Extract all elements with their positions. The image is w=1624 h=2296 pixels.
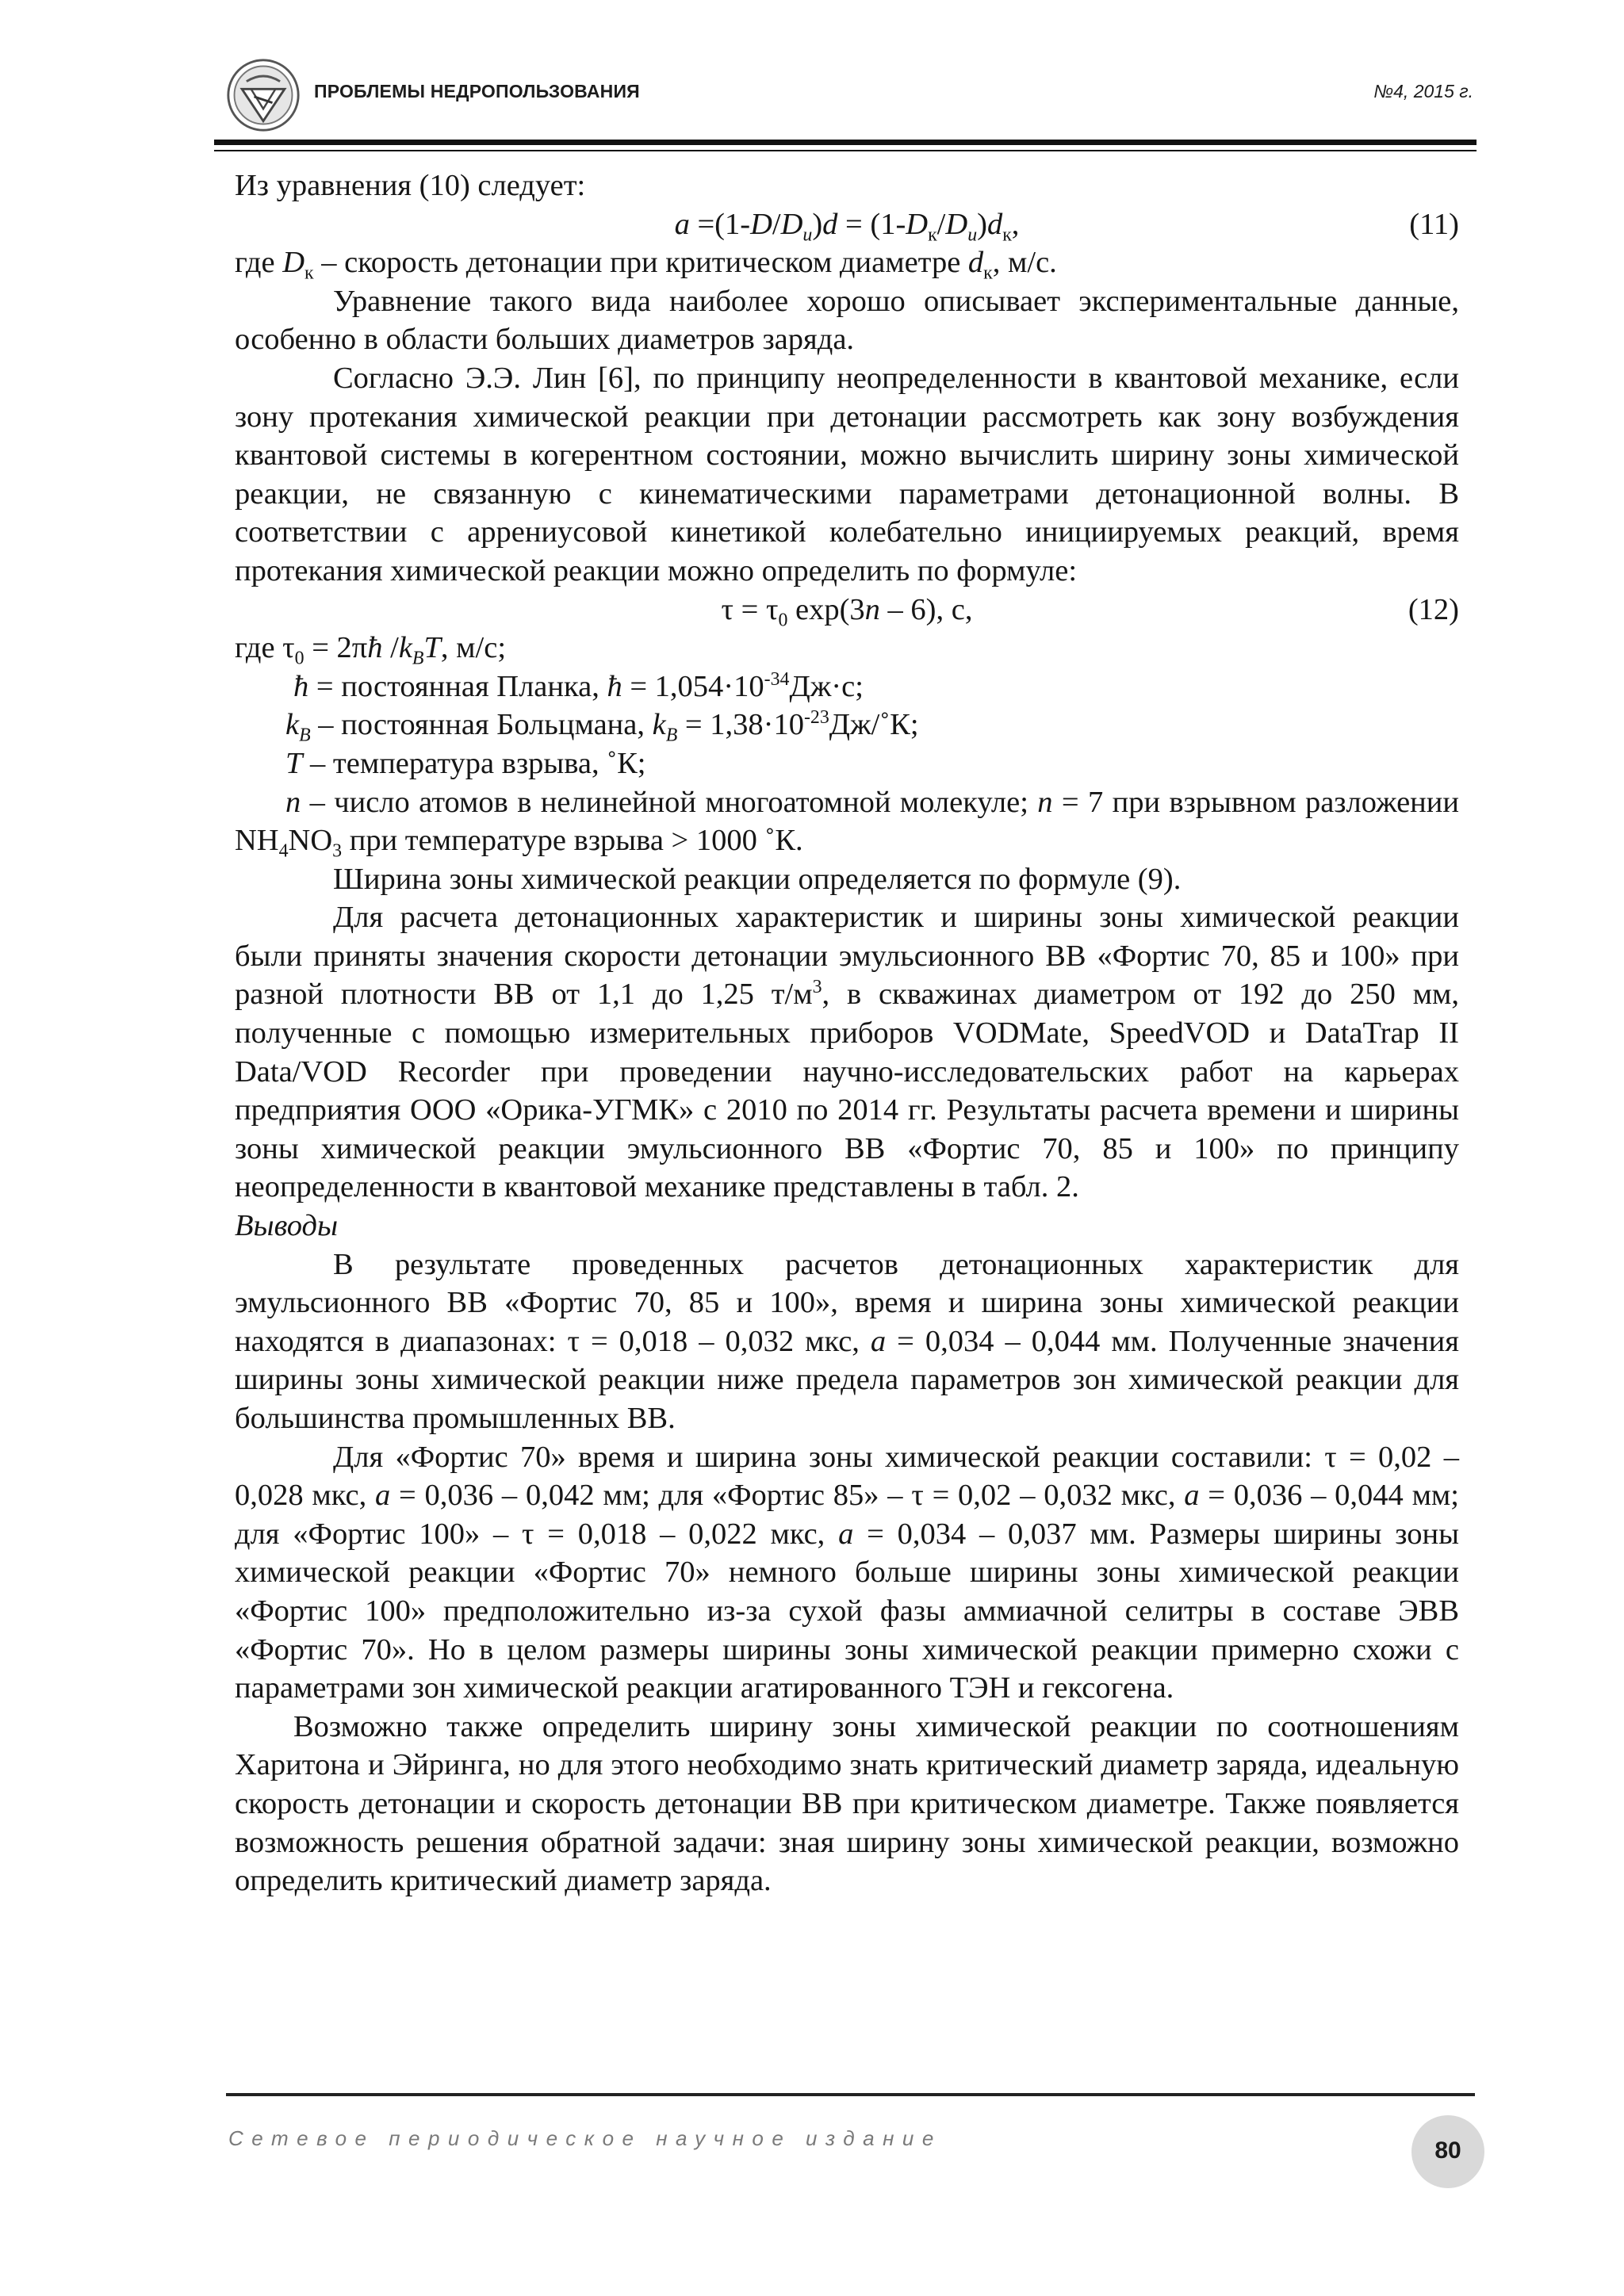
header-rule xyxy=(214,140,1477,145)
paragraph-result: В результате проведенных расчетов детонационных характеристик для эмульсионного ВВ «Фортис 70, 85 и 100», время и ширина зоны химической реакции находятся в диапазонах: τ = 0,018 – 0,032 мкс, a = 0,034 – 0,044 мм. Полученные значения ширины зоны химической реакции ниже предела параметров зон химической реакции для большинства промышленных ВВ. xyxy=(235,1247,1459,1435)
intro-text: Из уравнения (10) следует: xyxy=(235,169,586,202)
footer-rule xyxy=(226,2093,1475,2096)
paragraph-equation-fit: Уравнение такого вида наиболее хорошо описывает экспериментальные данные, особенно в области больших диаметров заряда. xyxy=(235,284,1459,357)
definition-boltzmann: $k_B$ – постоянная Больцмана, $k_B$ = $1,38\cdot 10^{-23}Дж/˚К$; xyxy=(285,707,919,746)
article-body xyxy=(235,166,1459,1900)
equation-12 xyxy=(235,591,1459,629)
page-header xyxy=(220,55,1473,143)
issue-number: №4, 2015 г. xyxy=(1373,81,1473,101)
paragraph-width-formula: Ширина зоны химической реакции определяется по формуле (9). xyxy=(333,862,1182,896)
equation-12-number: (12) xyxy=(1408,592,1459,626)
paragraph-calculation: Для расчета детонационных характеристик и ширины зоны химической реакции были приняты значения скорости детонации эмульсионного ВВ «Фортис 70, 85 и 100» при разной плотности ВВ от 1,1 до 1,25 $т/м^3$, в скважинах диаметром от 192 до 250 мм, полученные с помощью измерительных приборов VODMate, SpeedVOD и DataTrap II Data/VOD Recorder при проведении научно-исследовательских работ на карьерах предприятия ООО «Орика-УГМК» с 2010 по 2014 гг. Результаты расчета времени и ширины зоны химической реакции эмульсионного ВВ «Фортис 70, 85 и 100» по принципу неопределенности в квантовой механике представлены в табл. 2. xyxy=(235,901,1459,1204)
journal-logo-icon xyxy=(225,57,301,133)
page-number: 80 xyxy=(1434,2137,1461,2164)
paragraph-lin: Согласно Э.Э. Лин [6], по принципу неопределенности в квантовой механике, если зону протекания химической реакции при детонации рассмотреть как зону возбуждения квантовой системы в когерентном состоянии, можно вычислить ширину зоны химической реакции, не связанную с кинематическими параметрами детонационной волны. В соответствии с аррениусовой кинетикой колебательно инициируемых реакций, время протекания химической реакции можно определить по формуле: xyxy=(235,361,1459,587)
equation-11-expression: $a =(1-D/D_u)d = (1-D_к/D_u)d_к$, xyxy=(674,207,1020,246)
definition-planck: ħ = постоянная Планка, ħ = $1,054\cdot 10^{-34}Дж\cdot с$; xyxy=(293,668,864,703)
section-title: Выводы xyxy=(235,1209,339,1243)
page-number-badge xyxy=(1411,2115,1484,2188)
header-rule-thin xyxy=(214,150,1477,151)
equation-12-expression: $\tau = \tau_0$ exp(3n – 6), с, xyxy=(721,592,973,631)
definition-tau0: где $\tau_0$ = 2πħ $/k_BT$, м/с; xyxy=(235,631,507,669)
equation-11 xyxy=(235,205,1459,244)
footer-text: Сетевое периодическое научное издание xyxy=(228,2126,942,2150)
definition-dk: где $D_к$ – скорость детонации при критическом диаметре $d_к$, м/с. xyxy=(235,246,1057,284)
journal-title: ПРОБЛЕМЫ НЕДРОПОЛЬЗОВАНИЯ xyxy=(314,81,640,101)
definition-atoms: n – число атомов в нелинейной многоатомной молекуле; n = 7 при взрывном разложении $NH_4NO_3$ при температуре взрыва > 1000 ˚К. xyxy=(235,785,1459,862)
paragraph-khariton: Возможно также определить ширину зоны химической реакции по соотношениям Харитона и Эйринга, но для этого необходимо знать критический диаметр заряда, идеальную скорость детонации и скорость детонации ВВ при критическом диаметре. Также появляется возможность решения обратной задачи: зная ширину зоны химической реакции, возможно определить критический диаметр заряда. xyxy=(235,1709,1459,1898)
paragraph-fortis: Для «Фортис 70» время и ширина зоны химической реакции составили: τ = 0,02 – 0,028 мкс, a = 0,036 – 0,042 мм; для «Фортис 85» – τ = 0,02 – 0,032 мкс, a = 0,036 – 0,044 мм; для «Фортис 100» – τ = 0,018 – 0,022 мкс, a = 0,034 – 0,037 мм. Размеры ширины зоны химической реакции «Фортис 70» немного больше ширины зоны химической реакции «Фортис 100» предположительно из-за сухой фазы аммиачной селитры в составе ЭВВ «Фортис 70». Но в целом размеры ширины зоны химической реакции примерно схожи с параметрами зон химической реакции агатированного ТЭН и гексогена. xyxy=(235,1440,1459,1705)
definition-temperature: T – температура взрыва, ˚К; xyxy=(285,746,646,780)
equation-11-number: (11) xyxy=(1409,207,1459,241)
